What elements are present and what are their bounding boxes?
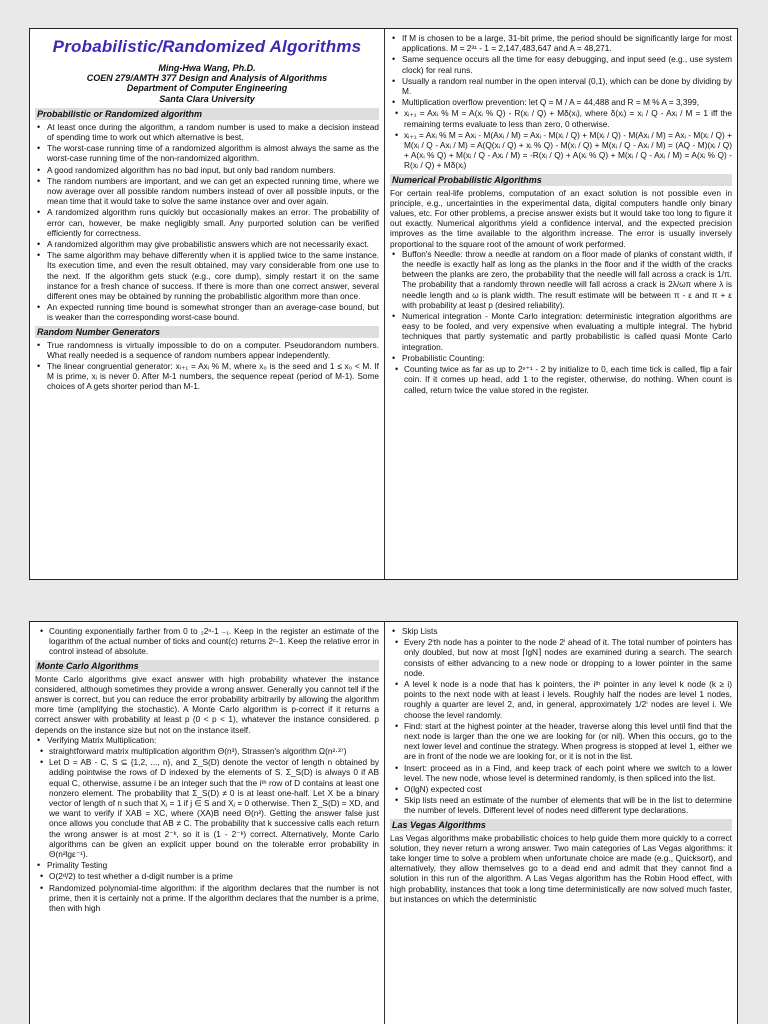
list-item: • O(lgN) expected cost bbox=[404, 784, 732, 794]
list-item: • A level k node is a node that has k pointers, the iᵗʰ pointer in any level k node (k ≥ i) points to the next node with at least i levels. Roughly half the nodes are level 1 nodes, roughly a quarter are level 2, and, in general, approximately 1/2ⁱ nodes are level i. We choose the level randomly. bbox=[404, 679, 732, 720]
list-item: • xᵢ₊₁ = Axᵢ % M = A(xᵢ % Q) - R(xᵢ / Q) + Mδ(xᵢ), where δ(xᵢ) = xᵢ / Q - Axᵢ / M = 1 iff the remaining terms evaluate to less than zero, 0 otherwise. bbox=[404, 108, 732, 128]
list-item: • O(2ᵈ/2) to test whether a d-digit number is a prime bbox=[49, 871, 379, 881]
section-heading-rng: Random Number Generators bbox=[35, 326, 379, 338]
matrix-sub-list bbox=[35, 746, 379, 859]
university-name: Santa Clara University bbox=[159, 93, 255, 104]
list-item: • An expected running time bound is somewhat stronger than an average-case bound, but is weaker than the corresponding worst-case bound. bbox=[47, 302, 379, 322]
primality-list bbox=[35, 860, 379, 870]
list-item: • A good randomized algorithm has no bad input, but only bad random numbers. bbox=[47, 165, 379, 175]
list-item: • Numerical integration - Monte Carlo integration: deterministic integration algorithms are easy to be fooled, and very expensive when evaluating a multiple integral. The hybrid techniques that partly systematic and partly probabilistic is called quasi Monte Carlo integration. bbox=[402, 311, 732, 352]
document-page-2 bbox=[29, 621, 738, 1024]
skip-lists-sub-list bbox=[390, 637, 732, 815]
monte-carlo-list bbox=[35, 735, 379, 745]
list-item: • Skip Lists bbox=[402, 626, 732, 636]
list-item: • Buffon's Needle: throw a needle at random on a floor made of planks of constant width, if the needle is exactly half as long as the planks in the floor and if the width of the cracks between the planks are zero, the probability that the needle will fall across a crack is 1/π. The probability that a randomly thrown needle will fall across a crack is 2λ/ωπ where λ is needle length and ω is plank width. The result estimate will be between π - ε and π + ε with probability at least p (desired reliability). bbox=[402, 249, 732, 310]
list-item: • Randomized polynomial-time algorithm: if the algorithm declares that the number is not prime, then it is certainly not a prime. If the algorithm declares that the number is a prime, then with high bbox=[49, 883, 379, 914]
list-item: • Multiplication overflow prevention: let Q = M / A = 44,488 and R = M % A = 3,399, bbox=[402, 97, 732, 107]
list-item: • Skip lists need an estimate of the number of elements that will be in the list to determine the number of levels. Different level of nodes need different type declarations. bbox=[404, 795, 732, 815]
list-item: • Same sequence occurs all the time for easy debugging, and input seed (e.g., use system clock) for real runs. bbox=[402, 54, 732, 74]
counting-continued-list bbox=[35, 626, 379, 657]
list-item: • Probabilistic Counting: bbox=[402, 353, 732, 363]
list-item: • Every 2ⁱth node has a pointer to the node 2ⁱ ahead of it. The total number of pointers has only doubled, but now at most ⌈lgN⌉ nodes are examined during a search. The search consists of either advancing to a new node or dropping to a lower pointer in the same node. bbox=[404, 637, 732, 678]
list-item: • At least once during the algorithm, a random number is used to make a decision instead of spending time to work out which alternative is best. bbox=[47, 122, 379, 142]
list-item: • If M is chosen to be a large, 31-bit prime, the period should be significantly large for most applications. M = 2³¹ - 1 = 2,147,483,647 and A = 48,271. bbox=[402, 33, 732, 53]
list-item: • The random numbers are important, and we can get an expected running time, where we now average over all possible random numbers instead of over all possible inputs, or the mean time that it would take to solve the same instance over and over again. bbox=[47, 176, 379, 207]
list-item: • The worst-case running time of a randomized algorithm is almost always the same as the worst-case running time of the non-randomized algorithm. bbox=[47, 143, 379, 163]
course-name: COEN 279/AMTH 377 Design and Analysis of Algorithms bbox=[86, 73, 328, 84]
page2-right-column bbox=[385, 622, 737, 1024]
page2-left-column bbox=[30, 622, 385, 1024]
probabilistic-list bbox=[35, 122, 379, 323]
rng-continued-list bbox=[390, 33, 732, 107]
overflow-sub-list bbox=[390, 108, 732, 170]
section-heading-monte-carlo: Monte Carlo Algorithms bbox=[35, 660, 379, 672]
counting-sub-list bbox=[390, 364, 732, 395]
list-item: • Let D = AB - C, S ⊆ {1,2, ..., n}, and Σ_S(D) denote the vector of length n obtained by adding pointwise the rows of D indexed by the elements of S. Σ_S(D) is always 0 if AB equal C, otherwise, assume i be an integer such that the iᵗʰ row of D contains at least one nonzero element. The probability that Σ_S(D) ≠ 0 is at least one-half. Let X be a binary vector of length of n such that Xⱼ = 1 if j ∈ S and Xⱼ = 0 otherwise. Then Σ_S(D) = XD, and we want to verify if XAB = XC, where (XA)B need Θ(n²). Getting the answer false just once allows you conclude that AB ≠ C. The probability that k successive calls each return the wrong answer is at most 2⁻ᵏ, so it is (1 - 2⁻ᵏ) correct. Alternatively, Monte Carlo algorithms can be given an explicit upper bound on the tolerable error probability in Θ(n²lgε⁻¹). bbox=[49, 757, 379, 859]
list-item: • xᵢ₊₁ = Axᵢ % M = Axᵢ - M(Axᵢ / M) = Axᵢ - M(xᵢ / Q) + M(xᵢ / Q) - M(Axᵢ / M) = Axᵢ - M(xᵢ / Q) + M(xᵢ / Q - Axᵢ / M) = A(Q(xᵢ / Q) + xᵢ % Q) - M(xᵢ / Q) + M(xᵢ / Q - Axᵢ / M) = (AQ - M)(xᵢ / Q) + A(xᵢ % Q) + M(xᵢ / Q - Axᵢ / M) = -R(xᵢ / Q) + A(xᵢ % Q) + M(xᵢ / Q - Axᵢ / M) = A(xᵢ % Q) - R(xᵢ / Q) + Mδ(xᵢ) bbox=[404, 130, 732, 171]
section-heading-numerical: Numerical Probabilistic Algorithms bbox=[390, 174, 732, 186]
author-name: Ming-Hwa Wang, Ph.D. bbox=[158, 63, 256, 73]
las-vegas-paragraph: Las Vegas algorithms make probabilistic choices to help guide them more quickly to a correct solution, they never return a wrong answer. Two main categories of Las Vegas algorithms: it take longer time to solve a problem when unfortunate choice are made (e.g., Quicksort), and alternatively, they allow themselves go to a dead end and admit that they cannot find a solution in this run of the algorithm. A Las Vegas algorithm has the Robin Hood effect, with high probability, instances that took a long time deterministically are now solved much faster, but instances on which the deterministic bbox=[390, 832, 732, 904]
skip-lists-list bbox=[390, 626, 732, 636]
list-item: • A randomized algorithm runs quickly but occasionally makes an error. The probability of error can, however, be make negligibly small. Any purported solution can be verified efficiently for correctness. bbox=[47, 207, 379, 238]
author-block bbox=[35, 63, 379, 104]
department-name: Department of Computer Engineering bbox=[126, 83, 288, 94]
page1-left-column bbox=[30, 29, 385, 579]
list-item: • The linear congruential generator: xᵢ₊₁ = Axᵢ % M, where x₀ is the seed and 1 ≤ x₀ < M. If M is prime, xᵢ is never 0. After M-1 numbers, the sequence repeat (period of M-1). Some choices of A gets shorter period than M-1. bbox=[47, 361, 379, 392]
list-item: • Find: start at the highest pointer at the header, traverse along this level until find that the next node is larger than the one we are looking for (or nil). When this occurs, go to the next lower level and continue the strategy. When progress is stopped at level 1, either we are in front of the node we are looking for, or it is not in the list. bbox=[404, 721, 732, 762]
monte-carlo-paragraph: Monte Carlo algorithms give exact answer with high probability whatever the instance considered, although sometimes they provide a wrong answer. Generally you cannot tell if the answer is correct, but you can reduce the error probability arbitrarily by allowing the algorithm more time (amplifying the stochastic). A Monte Carlo algorithm is p-correct if it returns a correct answer with probability at least p (0 < p < 1), whatever the instance considered. p depends on the instance size but not on the instance itself. bbox=[35, 673, 379, 735]
rng-list bbox=[35, 340, 379, 392]
list-item: • The same algorithm may behave differently when it is applied twice to the same instance. Its execution time, and even the result obtained, may vary considerable from one use to the next. If the algorithm gets stuck (e.g., core dump), simply restart it on the same instance for a fresh chance of success. If there is more than one correct answer, several different ones may be obtained by running the probabilistic algorithm more than once. bbox=[47, 250, 379, 301]
section-heading-las-vegas: Las Vegas Algorithms bbox=[390, 819, 732, 831]
document-title: Probabilistic/Randomized Algorithms bbox=[52, 37, 362, 56]
list-item: • Counting exponentially farther from 0 to ₂2ⁿ-1 ₋₁. Keep in the register an estimate of the logarithm of the actual number of ticks and count(c) returns 2ᶜ-1. Keep the relative error in control instead of absolute. bbox=[49, 626, 379, 657]
numerical-paragraph: For certain real-life problems, computation of an exact solution is not possible even in principle, e.g., uncertainties in the experimental data, digital computers handle only binary values, etc. For other problems, a precise answer exists but it would take too long to figure it out exactly. Numerical algorithms yield a confidence interval, and the expected precision improves as the time available to the algorithm increase. The error is usually inversely proportional to the square root of the amount of work performed. bbox=[390, 187, 732, 249]
page1-right-column bbox=[385, 29, 737, 579]
list-item: • Verifying Matrix Multiplication: bbox=[47, 735, 379, 745]
document-page-1 bbox=[29, 28, 738, 580]
list-item: • Usually a random real number in the open interval (0,1), which can be done by dividing by M. bbox=[402, 76, 732, 96]
list-item: • Insert: proceed as in a Find, and keep track of each point where we switch to a lower level. The new node, whose level is determined randomly, is then spliced into the list. bbox=[404, 763, 732, 783]
list-item: • True randomness is virtually impossible to do on a computer. Pseudorandom numbers. What really needed is a sequence of random numbers appear independently. bbox=[47, 340, 379, 360]
list-item: • A randomized algorithm may give probabilistic answers which are not necessarily exact. bbox=[47, 239, 379, 249]
list-item: • straightforward matrix multiplication algorithm Θ(n³), Strassen's algorithm Ω(n²·³⁷) bbox=[49, 746, 379, 756]
list-item: • Counting twice as far as up to 2ⁿ⁺¹ - 2 by initialize to 0, each time tick is called, flip a fair coin. If it comes up head, add 1 to the register, otherwise, do nothing. When count is called, return twice the value stored in the register. bbox=[404, 364, 732, 395]
list-item: • Primality Testing bbox=[47, 860, 379, 870]
section-heading-probabilistic: Probabilistic or Randomized algorithm bbox=[35, 108, 379, 120]
primality-sub-list bbox=[35, 871, 379, 913]
numerical-list bbox=[390, 249, 732, 363]
